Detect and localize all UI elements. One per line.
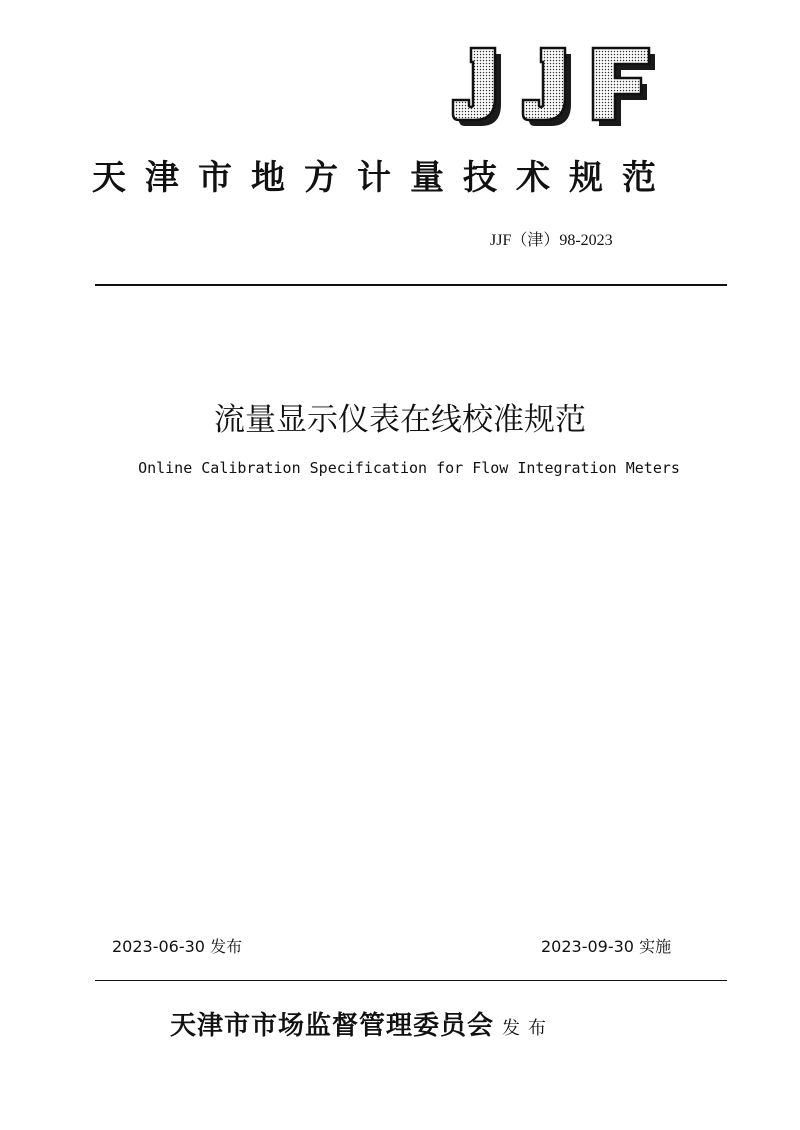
publisher-line xyxy=(170,1008,554,1047)
document-title-chinese: 流量显示仪表在线校准规范 xyxy=(214,402,586,438)
implementation-date: 2023-09-30 实施 xyxy=(541,937,672,956)
publisher-name: 天津市市场监督管理委员会 xyxy=(170,1011,495,1041)
document-title-english: Online Calibration Specification for Flow Integration Meters xyxy=(138,459,680,477)
issuing-body-title: 天津市地方计量技术规范 xyxy=(92,158,675,198)
issue-date: 2023-06-30 发布 xyxy=(112,937,243,956)
jjf-logo xyxy=(447,44,659,128)
standard-number: JJF（津）98-2023 xyxy=(490,232,613,249)
top-divider xyxy=(95,284,727,286)
bottom-divider xyxy=(95,980,727,981)
publish-label: 发布 xyxy=(502,1018,555,1039)
